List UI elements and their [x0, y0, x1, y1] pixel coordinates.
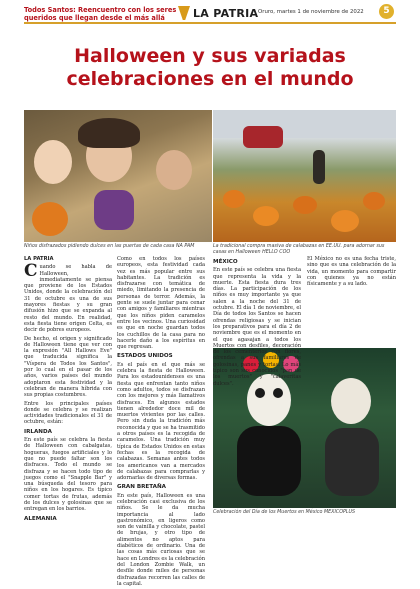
- logo-text: LA PATRIA: [193, 6, 259, 20]
- photo-caption-3: Celebración del Día de los Muertos en México MEXICOPLUS: [213, 510, 356, 515]
- article-paragraph: Cuando se habla de Halloween, inmediatamente se piensa que proviene de los Estados Unidos, donde la celebración del 31 de octubre es una de sus mayores fiestas y su gran difusión hizo que se expanda al resto del mundo. En realidad, esta fiesta tiene origen Celta, es decir de pobres europeos.: [24, 261, 112, 334]
- costume-shape-2: [325, 428, 379, 496]
- dateline: Oruro, martes 1 de noviembre de 2022: [258, 9, 364, 15]
- child-face-shape-2: [34, 140, 72, 184]
- article-column-3: [213, 256, 301, 387]
- photo-children-costumes[interactable]: [24, 110, 212, 242]
- article-column-2: [117, 256, 205, 589]
- article-paragraph: En este país se celebra una fiesta que representa la vida y la muerte. Esta fiesta dura tres días. La participación de los niños es muy importante ya que salen a la noche del 31 de octubre. El día 1 de noviembre, el Día de todos los Santos se hacen ofrendas religiosas y se inician los preparativos para el día 2 de noviembre que es el momento en el que agasajan a todos los Muertos con desfiles, decoración de los cementerios con flores, ofrendas a sus familiares de golosinas, panes y tortas. Lo más típico son sus conocidos "pan de los muertos" y "calaveritas dulces".: [213, 267, 301, 387]
- article-paragraph: De hecho, el origen y significado de Halloween tiene que ver con la expresión "All Hallows Eve" que traducida significa la "Víspera de Todos los Santos", por lo cual en el pasar de los años, varios países del mundo adoptaron esta festividad y la celebran de manera híbrida con sus propias costumbres.: [24, 335, 112, 399]
- article-paragraph: Es el país en el que más se celebra la fiesta de Halloween. Para los estadounidenses es una fiesta que enfrentan tanto niños como adultos, todos se disfrazan con los mejores y más llamativos disfraces. En algunos estados tienen alrededor doce mil de muertos vivientes por las calles. Pero sin duda la tradición más reconocida y que se ha trasmitido a otros países es la recogida de caramelos. Una tradición muy típica de Estados Unidos en estas fechas es la recogida de calabazas. Semanas antes todos los americanos van a mercados de calabazas para comprarlas y adornarlas de diversas formas.: [117, 361, 205, 482]
- section-heading-eeuu: ESTADOS UNIDOS: [117, 353, 173, 360]
- pumpkin-shape: [253, 206, 279, 226]
- drop-cap: C: [24, 261, 38, 282]
- witch-hat-shape: [78, 118, 140, 148]
- photo-caption-1: Niños disfrazados pidiendo dulces en las puertas de cada casa NA PAM: [24, 244, 195, 249]
- article-column-1: [24, 256, 112, 524]
- section-heading-alemania: ALEMANIA: [24, 515, 57, 522]
- photo-caption-2: La tradicional compra masiva de calabazas en EE.UU. para adornar sus casas en Halloween HELLO COO: [213, 244, 385, 255]
- logo-icon: [178, 6, 190, 20]
- pumpkin-shape: [363, 192, 385, 210]
- article-paragraph: En este país, Halloween es una celebración casi exclusiva de los niños. Se le da mucha importancia al lado gastronómico, en ligeros como son de vainilla y chocolate, pastel de brujas, y otro tipo de alimentos no aptos para diabéticos de ordinario. Una de las cosas más curiosas que se hace en Londres es la celebración del London Zombie Walk, un desfile donde miles de personas disfrazadas recorren las calles de la capital.: [117, 492, 205, 587]
- skull-eye-shape: [255, 388, 265, 398]
- skeleton-face-shape: [331, 378, 371, 424]
- article-kicker: LA PATRIA: [24, 256, 54, 262]
- teaser-headline[interactable]: Todos Santos: Reencuentro con los seres queridos que llegan desde el más allá: [24, 6, 177, 22]
- article-paragraph: El México no es una fecha triste, sino que es una celebración de la vida, un momento para compartir con quienes ya no están físicamente y a su lado.: [307, 256, 396, 288]
- article-headline: Halloween y sus variadas celebraciones en el mundo: [66, 45, 354, 90]
- child-face-shape-3: [156, 150, 192, 190]
- pumpkin-shape: [293, 196, 317, 214]
- pumpkin-bucket-shape: [32, 202, 68, 236]
- page-header: [0, 0, 420, 44]
- newspaper-logo[interactable]: [178, 6, 258, 20]
- barn-shape: [243, 126, 283, 148]
- pumpkin-shape: [331, 210, 359, 232]
- section-heading-gran-bretana: GRAN BRETAÑA: [117, 484, 166, 491]
- pumpkin-shape: [223, 190, 245, 208]
- article-paragraph: En este país se celebra la fiesta de Halloween con cabalgatas, hogueras, fuegos artificiales y lo que no puede faltar son los disfraces. Todo el mundo se disfraza y se hacen todo tipo de juegos como el "Snapple Bar" y una búsqueda del tesoro para niños en los hogares. Es típico comer tortas de frutas, además de los dulces y golosinas que se entregan en los barrios.: [24, 437, 112, 513]
- photo-pumpkin-market[interactable]: [213, 110, 396, 242]
- page-number-badge: 5: [379, 4, 394, 19]
- section-heading-mexico: MÉXICO: [213, 259, 238, 265]
- skull-eye-shape: [273, 388, 283, 398]
- costume-shape: [94, 190, 134, 230]
- person-shape: [313, 150, 325, 184]
- costume-shape: [237, 426, 301, 496]
- article-paragraph: Como en todos los países europeos, esta festividad cada vez es más popular entre sus habitantes. La tradición es disfrazarse con temática de miedo, limitando la presencia de personas de terror. Además, la gente se suele juntar para cenar con amigos y familiares mientras que los niños piden caramelos entre los vecinos. Una curiosidad es que en noche guardan todos los cuchillos de la casa para no hacerle daño a los espíritus en que regresan.: [117, 256, 205, 351]
- section-heading-irlanda: IRLANDA: [24, 428, 52, 435]
- header-divider: [24, 22, 396, 24]
- sky-shape: [213, 110, 396, 138]
- article-column-4: [307, 256, 396, 344]
- article-paragraph: Entre los principales países donde se celebra y se realizan actividades tradicionales el 31 de octubre, están:: [24, 400, 112, 426]
